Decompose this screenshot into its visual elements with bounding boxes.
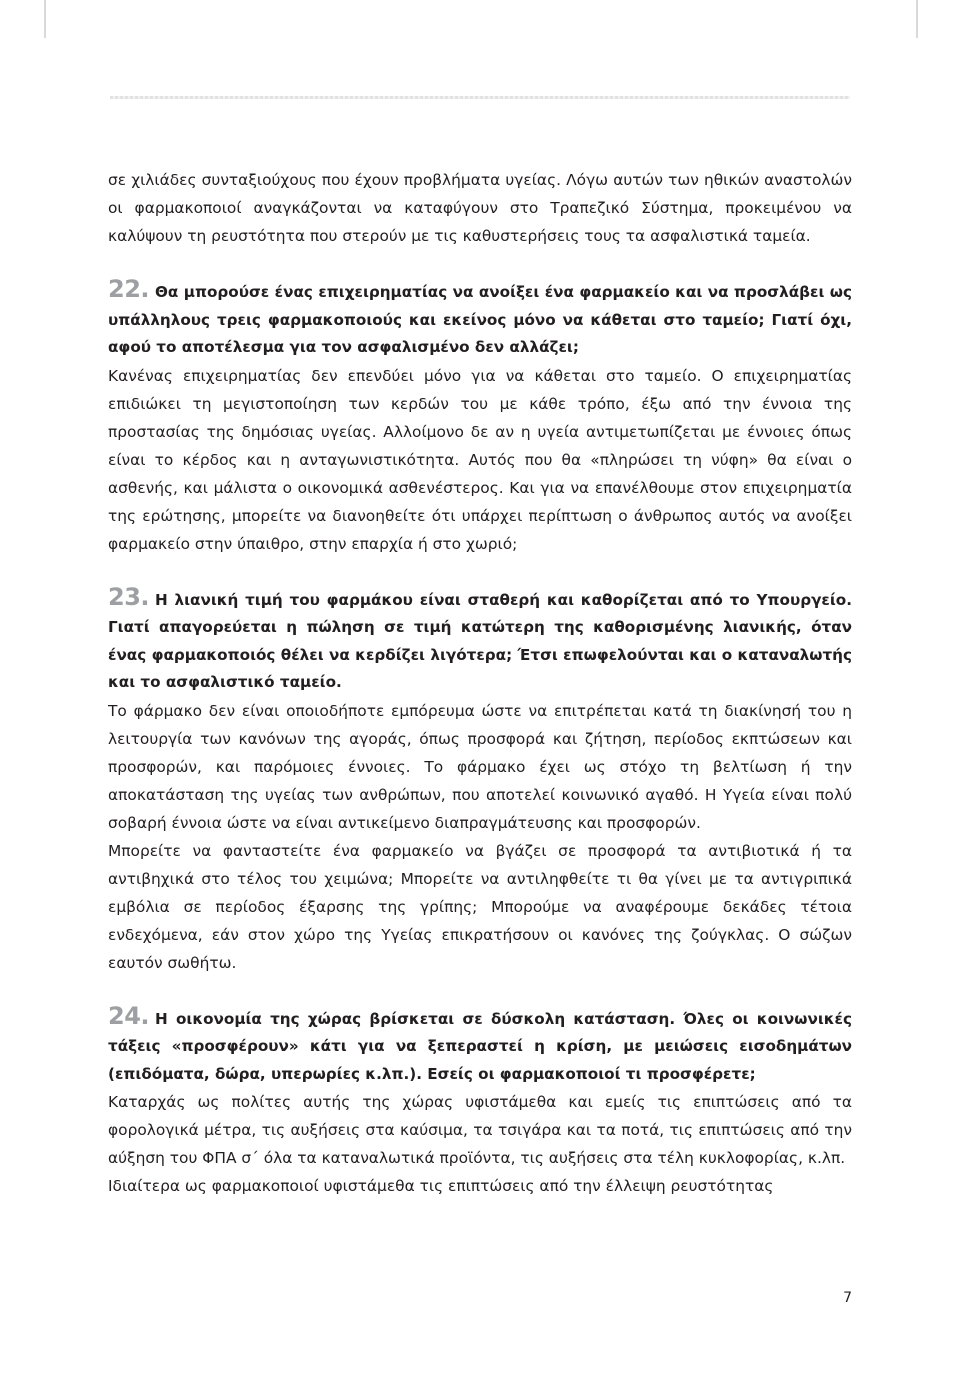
question-23: [108, 584, 852, 697]
body-paragraph: σε χιλιάδες συνταξιούχους που έχουν προβλήματα υγείας. Λόγω αυτών των ηθικών αναστολών οι φαρμακοποιοί αναγκάζονται να καταφύγουν στο Τραπεζικό Σύστημα, προκειμένου να καλύψουν τη ρευστότητα που στερούν με τις καθυστερήσεις τους τα ασφαλιστικά ταμεία.: [108, 171, 852, 245]
question-text: Η λιανική τιμή του φαρμάκου είναι σταθερή και καθορίζεται από το Υπουργείο. Γιατί απαγορεύεται η πώληση σε τιμή κατώτερη της καθορισμένης λιανικής, όταν ένας φαρμακοποιός θέλει να κερδίζει λιγότερα; Έτσι επωφελούνται και ο καταναλωτής και το ασφαλιστικό ταμείο.: [108, 590, 852, 691]
question-text: Θα μπορούσε ένας επιχειρηματίας να ανοίξει ένα φαρμακείο και να προσλάβει ως υπάλληλους τρεις φαρμακοποιούς και εκείνος μόνο να κάθεται στο ταμείο; Γιατί όχι, αφού το αποτέλεσμα για τον ασφαλισμένο δεν αλλάζει;: [108, 283, 852, 356]
question-number: 22.: [108, 275, 150, 303]
page-number: 7: [843, 1290, 852, 1306]
answer-paragraph: Μπορείτε να φανταστείτε ένα φαρμακείο να βγάζει σε προσφορά τα αντιβιοτικά ή τα αντιβηχικά στο τέλος του χειμώνα; Μπορείτε να αντιληφθείτε τι θα γίνει με τα αντιγριπικά εμβόλια σε περίοδος έξαρσης της γρίπης; Μπορούμε να αναφέρουμε δεκάδες τέτοια ενδεχόμενα, εάν στον χώρο της Υγείας επικρατήσουν οι κανόνες της ζούγκλας. Ο σώζων εαυτόν σωθήτω.: [108, 841, 852, 972]
answer-paragraph: Ιδιαίτερα ως φαρμακοποιοί υφιστάμεθα τις επιπτώσεις από την έλλειψη ρευστότητας: [108, 1177, 774, 1195]
page-body: [108, 166, 852, 1200]
question-number: 24.: [108, 1001, 150, 1030]
crop-mark-right: [916, 0, 918, 38]
answer-paragraph: Κανένας επιχειρηματίας δεν επενδύει μόνο για να κάθεται στο ταμείο. Ο επιχειρηματίας επιδιώκει τη μεγιστοποίηση των κερδών του με κάθε τρόπο, έξω από την έννοια της προστασίας της δημόσιας υγείας. Αλλοίμονο δε αν η υγεία αντιμετωπίζεται με έννοιες όπως είναι το κέρδος και η ανταγωνιστικότητα. Αυτός που θα «πληρώσει τη νύφη» θα είναι ο ασθενής, και μάλιστα ο οικονομικά ασθενέστερος. Και για να επανέλθουμε στον επιχειρηματία της ερώτησης, μπορείτε να διανοηθείτε ότι υπάρχει περίπτωση ο άνθρωπος αυτός να ανοίξει φαρμακείο στην ύπαιθρο, στην επαρχία ή στο χωριό;: [108, 366, 852, 553]
header-rule: [110, 96, 850, 99]
crop-mark-left: [44, 0, 46, 38]
question-22: [108, 276, 852, 362]
answer-paragraph: Το φάρμακο δεν είναι οποιοδήποτε εμπόρευμα ώστε να επιτρέπεται κατά τη διακίνησή του η λειτουργία των κανόνων της αγοράς, όπως προσφορά και ζήτηση, περίοδος εκπτώσεων και προσφορών, και παρόμοιες έννοιες. Το φάρμακο έχει ως στόχο τη βελτίωση ή την αποκατάσταση της υγείας των ανθρώπων, που αποτελεί κοινωνικό αγαθό. Η Υγεία είναι πολύ σοβαρή έννοια ώστε να είναι αντικείμενο διαπραγμάτευσης και προσφορών.: [108, 701, 852, 832]
answer-paragraph: Καταρχάς ως πολίτες αυτής της χώρας υφιστάμεθα και εμείς τις επιπτώσεις από τα φορολογικά μέτρα, τις αυξήσεις στα καύσιμα, τα τσιγάρα και τα ποτά, τις επιπτώσεις από την αύξηση του ΦΠΑ σ΄ όλα τα καταναλωτικά προϊόντα, τις αυξήσεις στα τέλη κυκλοφορίας, κ.λπ.: [108, 1093, 852, 1167]
question-24: [108, 1003, 852, 1089]
question-number: 23.: [108, 582, 150, 611]
question-text: Η οικονομία της χώρας βρίσκεται σε δύσκολη κατάσταση. Όλες οι κοινωνικές τάξεις «προσφέρουν» κάτι για να ξεπεραστεί η κρίση, με μειώσεις εισοδημάτων (επιδόματα, δώρα, υπερωρίες κ.λπ.). Εσείς οι φαρμακοποιοί τι προσφέρετε;: [108, 1009, 852, 1083]
